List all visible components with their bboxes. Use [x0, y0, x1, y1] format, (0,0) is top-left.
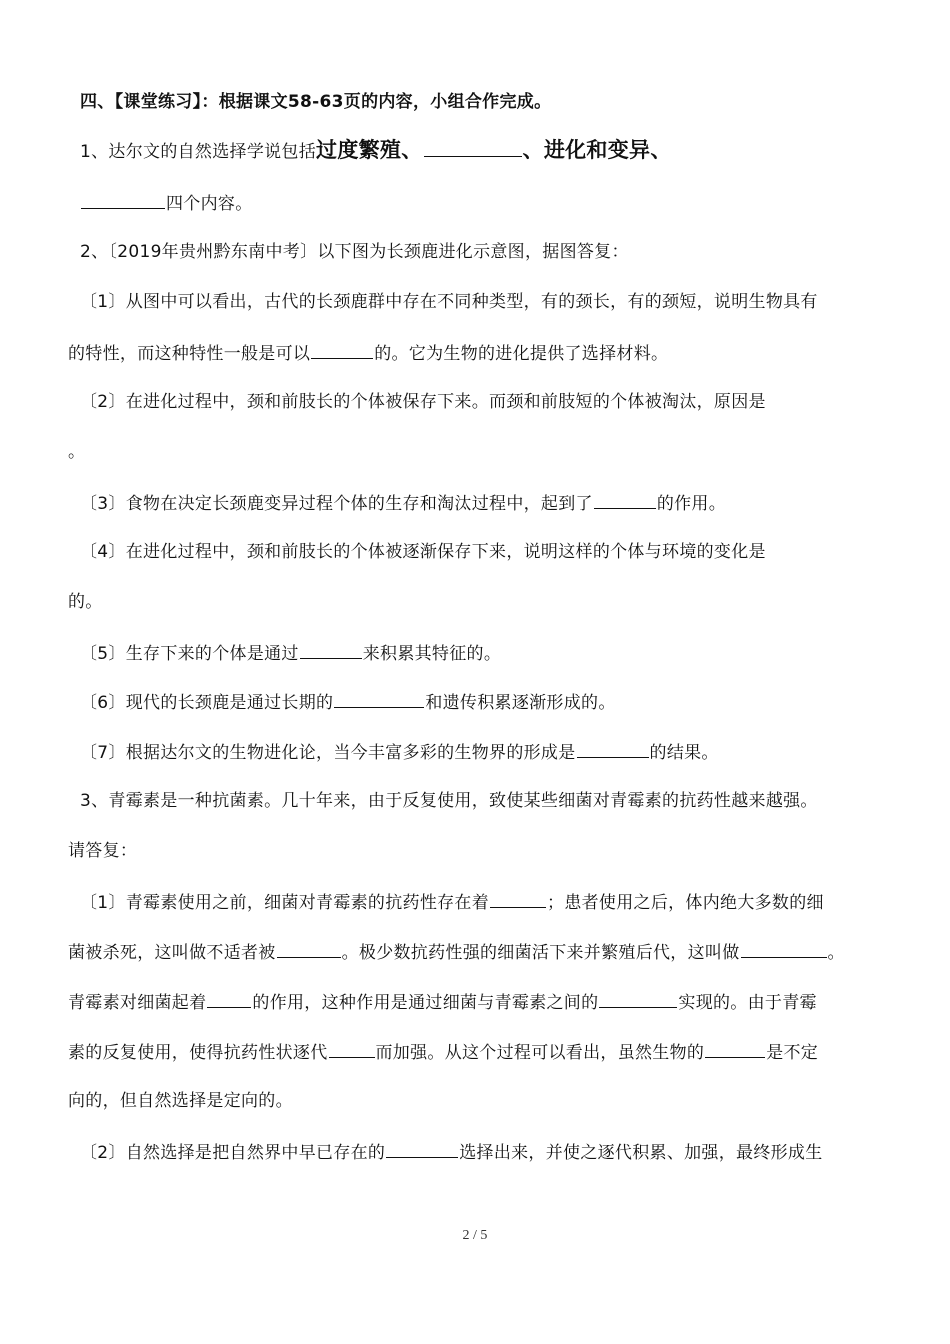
- q2-sub1-line-2: [68, 340, 668, 366]
- question-2-intro: 2、〔2019年贵州黔东南中考〕以下图为长颈鹿进化示意图，据图答复：: [80, 242, 629, 262]
- answer-blank[interactable]: [594, 490, 656, 509]
- q1-bold-term-1: 过度繁殖、: [316, 138, 423, 162]
- q2-sub3-post: 的作用。: [656, 494, 727, 514]
- q1-prefix: 1、达尔文的自然选择学说包括: [80, 142, 317, 162]
- q2-sub5-pre: 〔5〕生存下来的个体是通过: [80, 644, 299, 664]
- q3-p2-post: 选择出来，并使之逐代积累、加强，最终形成生: [459, 1143, 823, 1163]
- q3-p2-pre: 〔2〕自然选择是把自然界中早已存在的: [80, 1143, 386, 1163]
- q2-sub5: [80, 640, 501, 666]
- answer-blank[interactable]: [207, 989, 251, 1008]
- answer-blank[interactable]: [329, 1039, 375, 1058]
- answer-blank[interactable]: [386, 1139, 458, 1158]
- q2-sub2-line-2: 。: [68, 442, 86, 462]
- q2-sub1-pre: 的特性，而这种特性一般是可以: [68, 344, 311, 364]
- answer-blank[interactable]: [334, 689, 424, 708]
- q2-sub7-pre: 〔7〕根据达尔文的生物进化论，当今丰富多彩的生物界的形成是: [80, 743, 576, 763]
- answer-blank[interactable]: [599, 989, 677, 1008]
- q2-sub2-line-1: 〔2〕在进化过程中，颈和前肢长的个体被保存下来。而颈和前肢短的个体被淘汰，原因是: [80, 392, 766, 412]
- question-1-line-1: [80, 138, 672, 164]
- answer-blank[interactable]: [490, 889, 546, 908]
- q2-sub4-line-1: 〔4〕在进化过程中，颈和前肢长的个体被逐渐保存下来，说明这样的个体与环境的变化是: [80, 542, 766, 562]
- q3-part1-line-2: [68, 939, 845, 965]
- q1-suffix: 四个内容。: [166, 194, 253, 214]
- answer-blank[interactable]: [277, 939, 341, 958]
- q3-part2: [80, 1139, 823, 1165]
- answer-blank[interactable]: [705, 1039, 765, 1058]
- q3-p1-l2-b: 。极少数抗药性强的细菌活下来并繁殖后代，这叫做: [341, 943, 740, 963]
- q3-part1-line-3: [68, 989, 817, 1015]
- q3-part1-line-4: [68, 1039, 818, 1065]
- q3-p1-l4-c: 是不定: [766, 1043, 819, 1063]
- answer-blank[interactable]: [424, 138, 522, 157]
- page-number: 2 / 5: [462, 1228, 488, 1243]
- q2-sub6-pre: 〔6〕现代的长颈鹿是通过长期的: [80, 693, 334, 713]
- answer-blank[interactable]: [300, 640, 362, 659]
- q3-p1-l1-pre: 〔1〕青霉素使用之前，细菌对青霉素的抗药性存在着: [80, 893, 490, 913]
- question-3-intro-line-1: 3、青霉素是一种抗菌素。几十年来，由于反复使用，致使某些细菌对青霉素的抗药性越来越强。: [80, 791, 818, 811]
- q2-sub6: [80, 689, 616, 715]
- q3-p1-l4-a: 素的反复使用，使得抗药性状逐代: [68, 1043, 328, 1063]
- q2-sub3-pre: 〔3〕食物在决定长颈鹿变异过程个体的生存和淘汰过程中，起到了: [80, 494, 593, 514]
- q3-p1-l1-post: ；患者使用之后，体内绝大多数的细: [547, 893, 824, 913]
- q3-part1-line-5: 向的，但自然选择是定向的。: [68, 1091, 293, 1111]
- q2-sub6-post: 和遗传积累逐渐形成的。: [425, 693, 616, 713]
- q3-p1-l2-a: 菌被杀死，这叫做不适者被: [68, 943, 276, 963]
- q3-p1-l2-c: 。: [827, 943, 845, 963]
- question-3-intro-line-2: 请答复：: [68, 841, 138, 861]
- q2-sub7-post: 的结果。: [649, 743, 719, 763]
- q2-sub4-line-2: 的。: [68, 592, 103, 612]
- q1-bold-term-2: 、进化和变异、: [522, 138, 672, 162]
- answer-blank[interactable]: [741, 939, 827, 958]
- section-heading: 四、【课堂练习】：根据课文58-63页的内容，小组合作完成。: [80, 92, 552, 112]
- q3-p1-l3-a: 青霉素对细菌起着: [68, 993, 207, 1013]
- answer-blank[interactable]: [577, 739, 649, 758]
- q2-sub7: [80, 739, 719, 765]
- q2-sub1-post: 的。它为生物的进化提供了选择材料。: [374, 344, 669, 364]
- answer-blank[interactable]: [81, 190, 165, 209]
- q2-sub3: [80, 490, 726, 516]
- q3-p1-l4-b: 而加强。从这个过程可以看出，虽然生物的: [375, 1043, 705, 1063]
- q2-sub1-line-1: 〔1〕从图中可以看出，古代的长颈鹿群中存在不同种类型，有的颈长，有的颈短，说明生物具有: [80, 292, 818, 312]
- q3-p1-l3-c: 实现的。由于青霉: [678, 993, 817, 1013]
- question-1-line-2: [80, 190, 253, 216]
- q2-sub5-post: 来积累其特征的。: [362, 644, 502, 664]
- answer-blank[interactable]: [311, 340, 373, 359]
- q3-part1-line-1: [80, 889, 824, 915]
- q3-p1-l3-b: 的作用，这种作用是通过细菌与青霉素之间的: [252, 993, 599, 1013]
